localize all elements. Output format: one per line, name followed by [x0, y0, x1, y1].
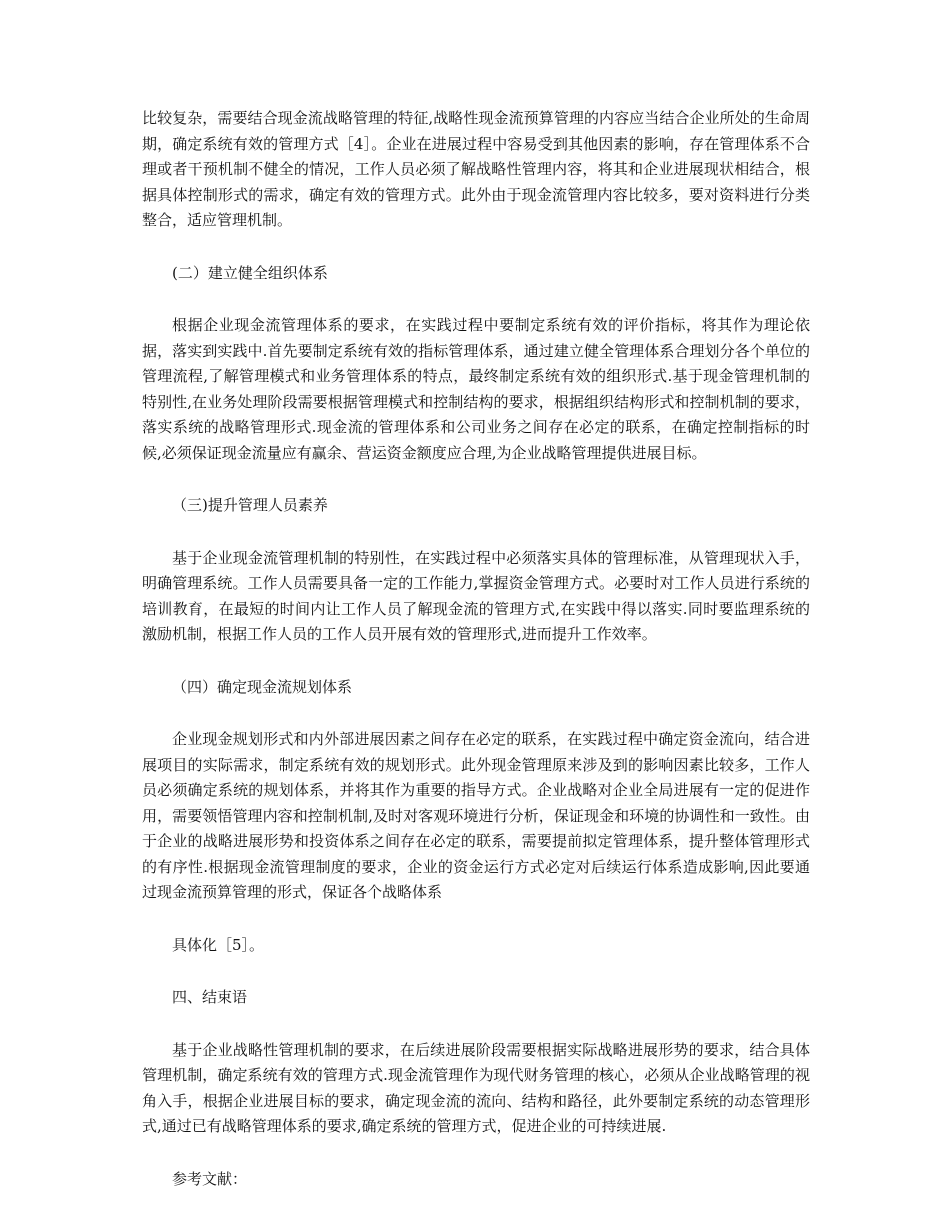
paragraph-conclusion: 基于企业战略性管理机制的要求，在后续进展阶段需要根据实际战略进展形势的要求，结合具体管理机制，确定系统有效的管理方式.现金流管理作为现代财务管理的核心，必须从企业战略管理的视角入手，根据企业进展目标的要求，确定现金流的流向、结构和路径，此外要制定系统的动态管理形式,通过已有战略管理体系的要求,确定系统的管理方式，促进企业的可持续进展.: [142, 1040, 810, 1135]
paragraph-planning: 企业现金规划形式和内外部进展因素之间存在必定的联系，在实践过程中确定资金流向，结合进展项目的实际需求，制定系统有效的规划形式。此外现金管理原来涉及到的影响因素比较多，工作人员必须确定系统的规划体系，并将其作为重要的指导方式。企业战略对企业全局进展有一定的促进作用，需要领悟管理内容和控制机制,及时对客观环境进行分析，保证现金和环境的协调性和一致性。由于企业的战略进展形势和投资体系之间存在必定的联系，需要提前拟定管理体系，提升整体管理形式的有序性.根据现金流管理制度的要求，企业的资金运行方式必定对后续运行体系造成影响,因此要通过现金流预算管理的形式，保证各个战略体系: [142, 730, 810, 901]
section-heading-staff: （三)提升管理人员素养: [172, 496, 328, 514]
section-heading-conclusion: 四、结束语: [172, 988, 248, 1006]
section-heading-organization: (二）建立健全组织体系: [172, 263, 328, 282]
paragraph-staff: 基于企业现金流管理机制的特别性，在实践过程中必须落实具体的管理标准，从管理现状入手，明确管理系统。工作人员需要具备一定的工作能力,掌握资金管理方式。必要时对工作人员进行系统的培训教育，在最短的时间内让工作人员了解现金流的管理方式,在实践中得以落实.同时要监理系统的激励机制，根据工作人员的工作人员开展有效的管理形式,进而提升工作效率。: [142, 548, 810, 643]
paragraph-planning-continued: 具体化［5］。: [172, 935, 265, 954]
section-heading-planning: （四）确定现金流规划体系: [172, 677, 353, 696]
paragraph-organization: 根据企业现金流管理体系的要求，在实践过程中要制定系统有效的评价指标，将其作为理论依据，落实到实践中.首先要制定系统有效的指标管理体系，通过建立健全管理体系合理划分各个单位的管理流程,了解管理模式和业务管理体系的特点，最终制定系统有效的组织形式.基于现金管理机制的特别性,在业务处理阶段需要根据管理模式和控制结构的要求，根据组织结构形式和控制机制的要求，落实系统的战略管理形式.现金流的管理体系和公司业务之间存在必定的联系，在确定控制指标的时候,必须保证现金流量应有赢余、营运资金额度应合理,为企业战略管理提供进展目标。: [142, 316, 810, 462]
references-heading: 参考文献：: [172, 1169, 248, 1188]
paragraph-cash-flow-strategy: 比较复杂，需要结合现金流战略管理的特征,战略性现金流预算管理的内容应当结合企业所处的生命周期，确定系统有效的管理方式［4］。企业在进展过程中容易受到其他因素的影响，存在管理体系不合理或者干预机制不健全的情况，工作人员必须了解战略性管理内容，将其和企业进展现状相结合，根据具体控制形式的需求，确定有效的管理方式。此外由于现金流管理内容比较多，要对资料进行分类整合，适应管理机制。: [142, 109, 810, 229]
